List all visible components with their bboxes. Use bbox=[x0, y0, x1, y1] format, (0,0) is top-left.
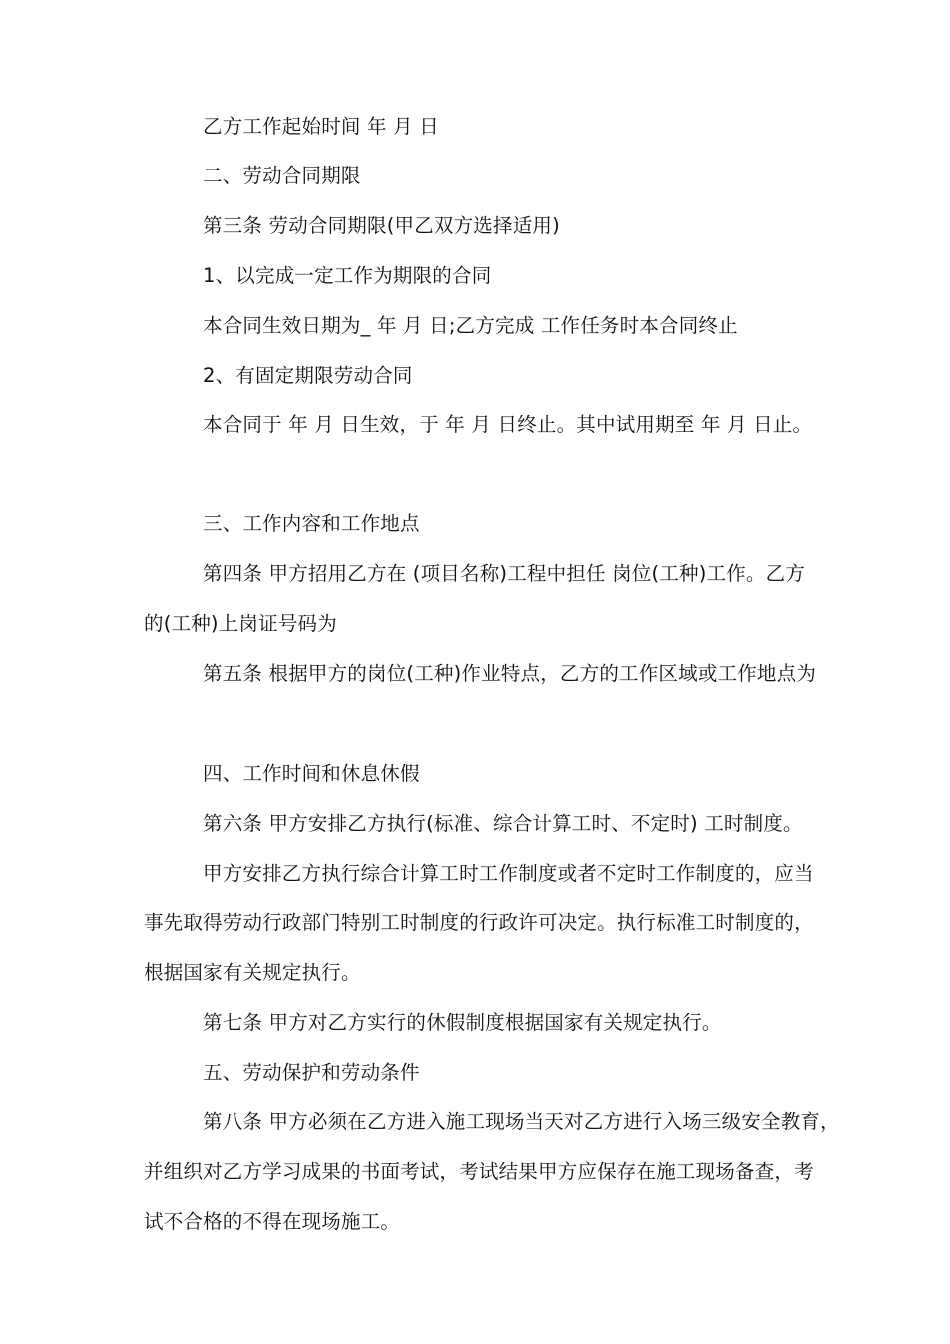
text-line-start-date: 乙方工作起始时间 年 月 日 bbox=[203, 115, 439, 138]
article-3-title: 第三条 劳动合同期限(甲乙双方选择适用) bbox=[203, 214, 560, 237]
section-heading-contract-term: 二、劳动合同期限 bbox=[203, 164, 361, 187]
list-item-2: 2、有固定期限劳动合同 bbox=[203, 364, 413, 387]
section-heading-work-content: 三、工作内容和工作地点 bbox=[203, 512, 420, 535]
article-5: 第五条 根据甲方的岗位(工种)作业特点，乙方的工作区域或工作地点为 bbox=[203, 662, 817, 685]
paragraph-hours-line-2: 事先取得劳动行政部门特别工时制度的行政许可决定。执行标准工时制度的， bbox=[144, 911, 814, 934]
article-7: 第七条 甲方对乙方实行的休假制度根据国家有关规定执行。 bbox=[203, 1011, 722, 1034]
article-4-line-2: 的(工种)上岗证号码为 bbox=[144, 612, 337, 635]
article-4-line-1: 第四条 甲方招用乙方在 (项目名称)工程中担任 岗位(工种)工作。乙方 bbox=[203, 562, 806, 585]
paragraph-hours-line-3: 根据国家有关规定执行。 bbox=[144, 961, 361, 984]
text-line-effective-date: 本合同生效日期为_ 年 月 日;乙方完成 工作任务时本合同终止 bbox=[203, 314, 738, 337]
article-8-line-2: 并组织对乙方学习成果的书面考试，考试结果甲方应保存在施工现场备查，考 bbox=[144, 1160, 814, 1183]
text-line-fixed-term: 本合同于 年 月 日生效，于 年 月 日终止。其中试用期至 年 月 日止。 bbox=[203, 413, 813, 436]
section-heading-working-hours: 四、工作时间和休息休假 bbox=[203, 762, 420, 785]
article-8-line-1: 第八条 甲方必须在乙方进入施工现场当天对乙方进行入场三级安全教育， bbox=[203, 1110, 840, 1133]
paragraph-hours-line-1: 甲方安排乙方执行综合计算工时工作制度或者不定时工作制度的，应当 bbox=[203, 862, 814, 885]
article-6: 第六条 甲方安排乙方执行(标准、综合计算工时、不定时) 工时制度。 bbox=[203, 812, 803, 835]
list-item-1: 1、以完成一定工作为期限的合同 bbox=[203, 264, 492, 287]
section-heading-labor-protection: 五、劳动保护和劳动条件 bbox=[203, 1061, 420, 1084]
article-8-line-3: 试不合格的不得在现场施工。 bbox=[144, 1210, 401, 1233]
